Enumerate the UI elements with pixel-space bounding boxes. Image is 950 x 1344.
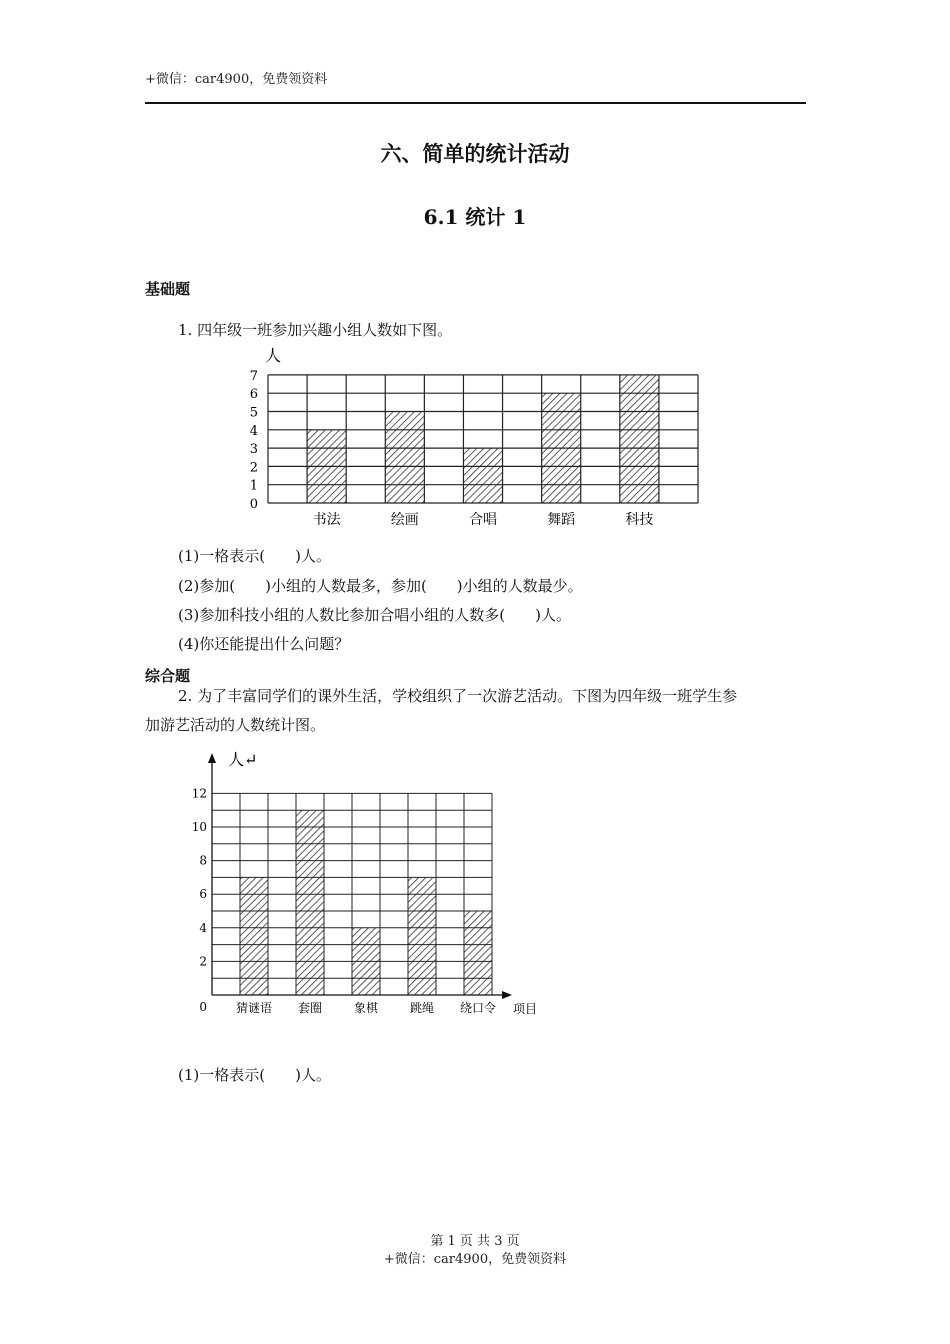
chart-1-category-label: 合唱 bbox=[469, 512, 497, 528]
question-2-line-1: 2. 为了丰富同学们的课外生活，学校组织了一次游艺活动。下图为四年级一班学生参 bbox=[178, 687, 738, 705]
chart-1-y-tick-label: 1 bbox=[249, 478, 258, 494]
chart-2-bar bbox=[464, 911, 492, 995]
section-heading-basic: 基础题 bbox=[145, 280, 191, 298]
chart-2-category-label: 跳绳 bbox=[409, 1001, 435, 1015]
chart-2-x-axis-title: 项目 bbox=[513, 1002, 538, 1016]
chart-1-y-tick-label: 3 bbox=[249, 442, 258, 458]
section-heading-comprehensive: 综合题 bbox=[145, 667, 191, 685]
chart-2-x-axis-arrow bbox=[502, 991, 512, 999]
lesson-title: 6.1 统计 1 bbox=[423, 205, 527, 229]
chart-1-y-tick-label: 7 bbox=[249, 368, 258, 384]
header-note: +微信：car4900，免费领资料 bbox=[145, 72, 328, 87]
chart-2-y-tick-label: 8 bbox=[199, 853, 207, 868]
chart-1 bbox=[240, 345, 710, 535]
chart-1-y-tick-label: 2 bbox=[249, 460, 258, 476]
chart-1-bar bbox=[463, 448, 502, 503]
chart-1-y-axis-title: 人 bbox=[265, 346, 282, 365]
question-1-part-4: (4)你还能提出什么问题？ bbox=[178, 635, 350, 653]
chart-2-y-tick-label: 0 bbox=[199, 1000, 207, 1014]
question-1-part-2: (2)参加( )小组的人数最多，参加( )小组的人数最少。 bbox=[178, 577, 583, 595]
chart-1-bar bbox=[385, 412, 424, 504]
chart-2-bar bbox=[408, 877, 436, 995]
footer-note: +微信：car4900，免费领资料 bbox=[383, 1252, 567, 1267]
chart-2-y-axis-title: 人↵ bbox=[228, 750, 258, 769]
chart-1-category-label: 绘画 bbox=[390, 512, 419, 528]
chart-2-category-label: 套圈 bbox=[297, 1001, 323, 1015]
chapter-title: 六、简单的统计活动 bbox=[380, 141, 570, 166]
chart-2 bbox=[190, 745, 550, 1025]
question-2-line-2: 加游艺活动的人数统计图。 bbox=[145, 716, 326, 734]
chart-1-y-tick-label: 0 bbox=[249, 497, 258, 512]
question-1-part-3: (3)参加科技小组的人数比参加合唱小组的人数多( )人。 bbox=[178, 606, 571, 624]
chart-2-bar bbox=[296, 810, 324, 995]
chart-1-category-label: 科技 bbox=[625, 512, 654, 528]
chart-2-category-label: 猜谜语 bbox=[235, 1001, 273, 1015]
chart-1-category-label: 书法 bbox=[312, 512, 341, 528]
chart-2-y-axis-arrow bbox=[208, 753, 216, 763]
chart-1-y-tick-label: 6 bbox=[249, 387, 258, 403]
question-1-text: 1. 四年级一班参加兴趣小组人数如下图。 bbox=[178, 321, 453, 339]
chart-2-y-tick-label: 6 bbox=[199, 887, 207, 902]
question-2-part-1: (1)一格表示( )人。 bbox=[178, 1066, 331, 1084]
chart-2-y-tick-label: 12 bbox=[191, 786, 207, 801]
chart-2-bar bbox=[240, 877, 268, 995]
question-1-part-1: (1)一格表示( )人。 bbox=[178, 547, 331, 565]
chart-1-category-label: 舞蹈 bbox=[547, 512, 576, 528]
chart-1-y-tick-label: 5 bbox=[249, 405, 258, 421]
chart-1-bar bbox=[620, 375, 659, 503]
chart-2-category-label: 绕口令 bbox=[459, 1001, 497, 1015]
chart-2-y-tick-label: 2 bbox=[199, 954, 207, 969]
header-divider bbox=[145, 102, 806, 104]
chart-1-y-tick-label: 4 bbox=[249, 423, 258, 439]
chart-2-y-tick-label: 4 bbox=[199, 920, 207, 935]
chart-2-category-label: 象棋 bbox=[353, 1001, 379, 1015]
page-number: 第 1 页 共 3 页 bbox=[430, 1234, 520, 1249]
chart-2-y-tick-label: 10 bbox=[191, 820, 207, 834]
